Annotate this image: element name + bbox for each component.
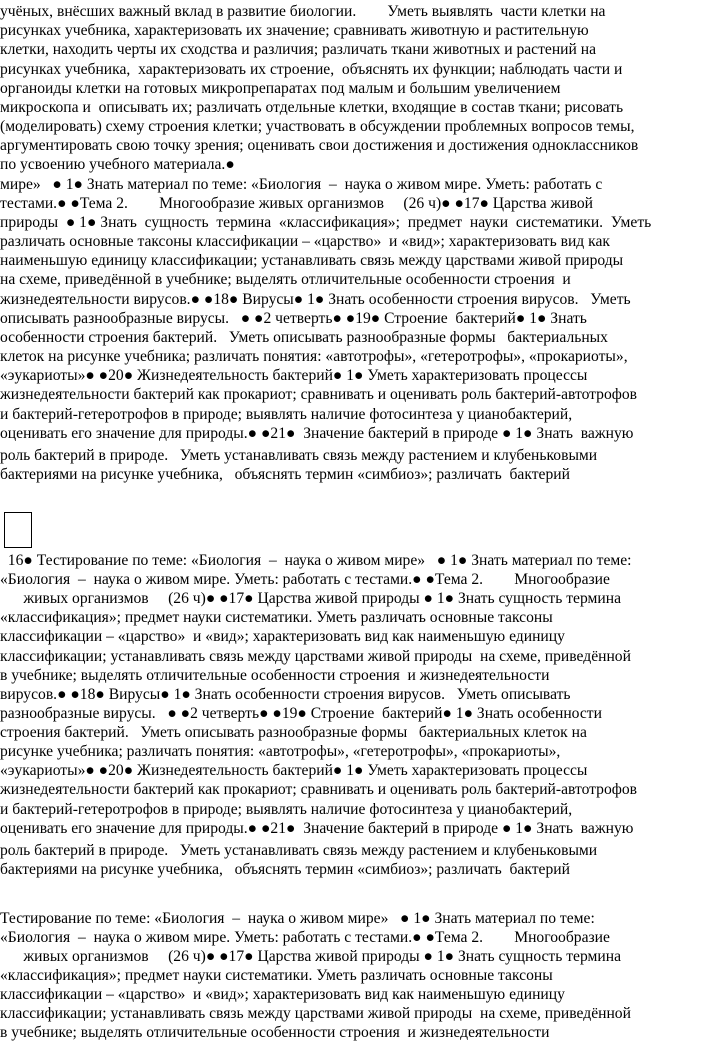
text-line: бактериями на рисунке учебника, объяснять термин «симбиоз»; различать бактерий	[0, 860, 570, 878]
text-line: «эукариоты»● ●20● Жизнедеятельность бактерий● 1● Уметь характеризовать процессы	[0, 762, 588, 780]
text-line: роль бактерий в природе. Уметь устанавливать связь между растением и клубеньковыми	[0, 841, 598, 859]
text-line: микроскопа и описывать их; различать отдельные клетки, входящие в состав ткани; рисовать	[0, 98, 624, 116]
text-line: рисунках учебника, характеризовать их строение, объяснять их функции; наблюдать части и	[0, 60, 623, 78]
text-line: учёных, внёсших важный вклад в развитие биологии. Уметь выявлять части клетки на	[0, 3, 606, 20]
text-line: на схеме, приведённой в учебнике; выделять отличительные особенности строения и	[0, 271, 571, 289]
text-line: живых организмов (26 ч)● ●17● Царства живой природы ● 1● Знать сущность термина	[0, 590, 622, 608]
text-line: жизнедеятельности вирусов.● ●18● Вирусы● 1● Знать особенности строения вирусов. Уметь	[0, 290, 631, 308]
text-line: строения бактерий. Уметь описывать разнообразные формы бактериальных клеток на	[0, 724, 587, 742]
text-line: жизнедеятельности бактерий как прокариот; сравнивать и оценивать роль бактерий-автотрофов	[0, 781, 638, 799]
text-line: органоиды клетки на готовых микропрепаратах под малым и большим увеличением	[0, 79, 561, 97]
text-line: в учебнике; выделять отличительные особенности строения и жизнедеятельности	[0, 666, 550, 684]
text-line: по усвоению учебного материала.●	[0, 156, 235, 174]
text-line: в учебнике; выделять отличительные особенности строения и жизнедеятельности	[0, 1024, 550, 1041]
text-line: оценивать его значение для природы.● ●21● Значение бактерий в природе ● 1● Знать важную	[0, 819, 634, 837]
text-line: разнообразные вирусы. ● ●2 четверть● ●19● Строение бактерий● 1● Знать особенности	[0, 704, 602, 722]
text-line: классификации; устанавливать связь между царствами живой природы на схеме, приведённой	[0, 1005, 631, 1022]
text-line: и бактерий-гетеротрофов в природе; выявлять наличие фотосинтеза у цианобактерий,	[0, 405, 573, 423]
text-line: «классификация»; предмет науки систематики. Уметь различать основные таксоны	[0, 609, 553, 627]
text-line: описывать разнообразные вирусы. ● ●2 четверть● ●19● Строение бактерий● 1● Знать	[0, 309, 587, 327]
text-line: клетки, находить черты их сходства и различия; различать ткани животных и растений на	[0, 41, 597, 59]
text-line: вирусов.● ●18● Вирусы● 1● Знать особенности строения вирусов. Уметь описывать	[0, 685, 571, 703]
empty-table-cell	[4, 512, 32, 548]
text-line: «Биология – наука о живом мире. Уметь: работать с тестами.● ●Тема 2. Многообразие	[0, 571, 610, 589]
text-line: оценивать его значение для природы.● ●21● Значение бактерий в природе ● 1● Знать важную	[0, 424, 634, 442]
text-line: жизнедеятельности бактерий как прокариот; сравнивать и оценивать роль бактерий-автотрофов	[0, 386, 638, 404]
text-line: «классификация»; предмет науки систематики. Уметь различать основные таксоны	[0, 967, 553, 984]
text-line: бактериями на рисунке учебника, объяснять термин «симбиоз»; различать бактерий	[0, 466, 570, 484]
text-line: классификации – «царство» и «вид»; характеризовать вид как наименьшую единицу	[0, 628, 565, 646]
text-line: рисунке учебника; различать понятия: «автотрофы», «гетеротрофы», «прокариоты»,	[0, 743, 561, 761]
text-line: наименьшую единицу классификации; устанавливать связь между царствами живой природы	[0, 252, 624, 270]
text-line: особенности строения бактерий. Уметь описывать разнообразные формы бактериальных	[0, 328, 608, 346]
text-line: рисунках учебника, характеризовать их значение; сравнивать животную и растительную	[0, 22, 589, 40]
text-line: различать основные таксоны классификации – «царство» и «вид»; характеризовать вид как	[0, 233, 610, 251]
text-line: и бактерий-гетеротрофов в природе; выявлять наличие фотосинтеза у цианобактерий,	[0, 800, 573, 818]
text-line: классификации – «царство» и «вид»; характеризовать вид как наименьшую единицу	[0, 986, 565, 1003]
text-line: природы ● 1● Знать сущность термина «классификация»; предмет науки систематики. Уметь	[0, 213, 652, 231]
text-line: мире» ● 1● Знать материал по теме: «Биология – наука о живом мире. Уметь: работать с	[0, 175, 603, 193]
text-line: тестами.● ●Тема 2. Многообразие живых организмов (26 ч)● ●17● Царства живой	[0, 194, 594, 212]
text-line: (моделировать) схему строения клетки; участвовать в обсуждении проблемных вопросов темы,	[0, 118, 635, 136]
text-line: классификации; устанавливать связь между царствами живой природы на схеме, приведённой	[0, 647, 631, 665]
text-line: роль бактерий в природе. Уметь устанавливать связь между растением и клубеньковыми	[0, 446, 598, 464]
text-line: «Биология – наука о живом мире. Уметь: работать с тестами.● ●Тема 2. Многообразие	[0, 929, 610, 946]
text-line: 16● Тестирование по теме: «Биология – наука о живом мире» ● 1● Знать материал по теме:	[0, 552, 632, 569]
text-line: Тестирование по теме: «Биология – наука о живом мире» ● 1● Знать материал по теме:	[0, 910, 595, 927]
text-line: живых организмов (26 ч)● ●17● Царства живой природы ● 1● Знать сущность термина	[0, 948, 622, 965]
text-line: «эукариоты»● ●20● Жизнедеятельность бактерий● 1● Уметь характеризовать процессы	[0, 367, 588, 385]
text-line: аргументировать свою точку зрения; оценивать свои достижения и достижения одноклассников	[0, 137, 639, 155]
text-line: клеток на рисунке учебника; различать понятия: «автотрофы», «гетеротрофы», «прокариоты»,	[0, 348, 628, 366]
